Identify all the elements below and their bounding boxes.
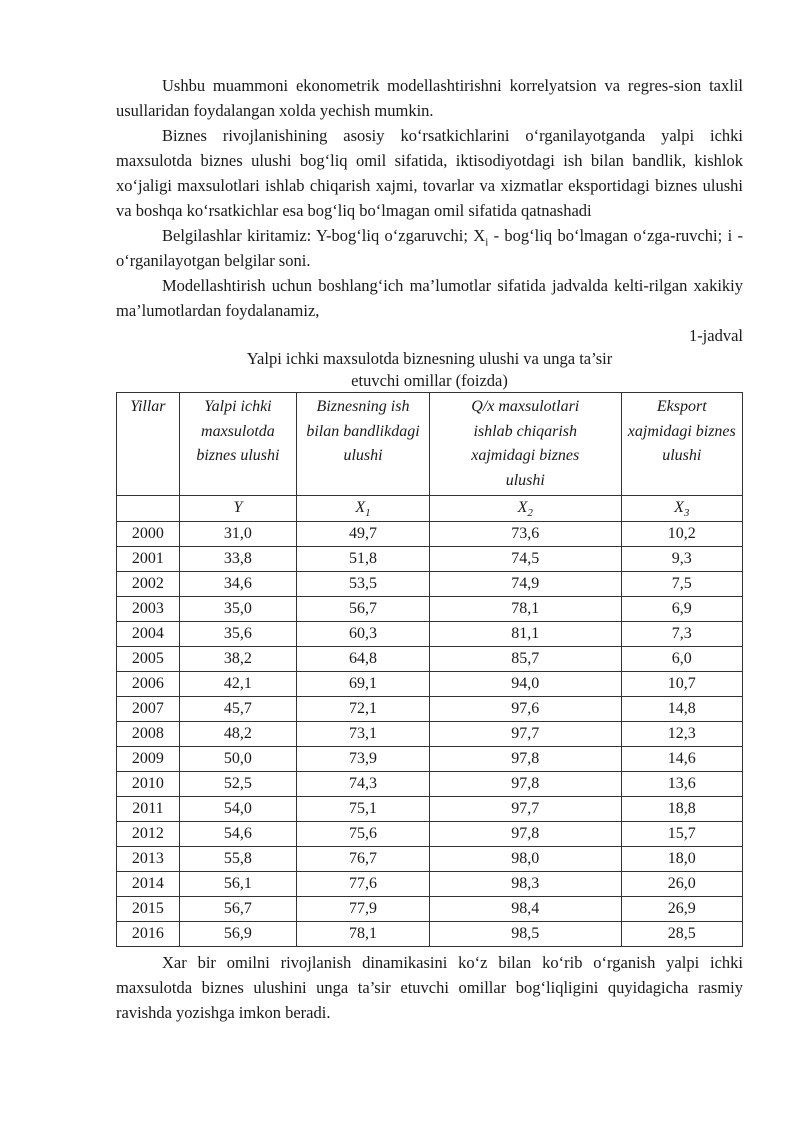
table-row — [117, 921, 743, 946]
cell-x1: 75,1 — [297, 796, 430, 821]
cell-x2: 98,0 — [429, 846, 621, 871]
cell-year: 2007 — [117, 696, 180, 721]
cell-x1: 73,1 — [297, 721, 430, 746]
cell-x2: 97,7 — [429, 721, 621, 746]
cell-y: 38,2 — [179, 646, 296, 671]
notation-subscript: i — [485, 236, 489, 249]
cell-x3: 26,0 — [621, 871, 742, 896]
cell-x2: 98,3 — [429, 871, 621, 896]
notation-suffix: - bog‘liq bo‘lmagan o‘zga-ruvchi; i - o‘rganilayotgan belgilar soni. — [116, 226, 743, 270]
cell-x1: 56,7 — [297, 596, 430, 621]
cell-x3: 7,3 — [621, 621, 742, 646]
cell-x1: 78,1 — [297, 921, 430, 946]
table-row — [117, 546, 743, 571]
table-caption-line-2: etuvchi omillar (foizda) — [351, 371, 508, 390]
cell-x3: 6,9 — [621, 596, 742, 621]
table-row — [117, 821, 743, 846]
table-row — [117, 721, 743, 746]
cell-year: 2012 — [117, 821, 180, 846]
cell-x2: 97,8 — [429, 821, 621, 846]
cell-year: 2016 — [117, 921, 180, 946]
cell-x1: 74,3 — [297, 771, 430, 796]
cell-x1: 76,7 — [297, 846, 430, 871]
cell-year: 2001 — [117, 546, 180, 571]
cell-x3: 15,7 — [621, 821, 742, 846]
cell-y: 50,0 — [179, 746, 296, 771]
cell-year: 2008 — [117, 721, 180, 746]
cell-x2: 78,1 — [429, 596, 621, 621]
table-row — [117, 646, 743, 671]
cell-year: 2013 — [117, 846, 180, 871]
cell-x1: 73,9 — [297, 746, 430, 771]
cell-y: 56,7 — [179, 896, 296, 921]
notation-prefix: Belgilashlar kiritamiz: Y-bog‘liq o‘zgaruvchi; X — [162, 226, 486, 245]
indicators-paragraph: Biznes rivojlanishining asosiy ko‘rsatkichlarini o‘rganilayotganda yalpi ichki maxsulotda biznes ulushi bog‘liq omil sifatida, iktisodiyotdagi ish bilan bandlik, kishlok xo‘jaligi maxsulotlari ishlab chiqarish xajmi, tovarlar va xizmatlar eksportidagi biznes ulushi va boshqa ko‘rsatkichlar esa bog‘liq bo‘lmagan omil sifatida qatnashadi — [116, 126, 743, 220]
cell-x3: 9,3 — [621, 546, 742, 571]
cell-x1: 77,6 — [297, 871, 430, 896]
cell-x2: 97,8 — [429, 771, 621, 796]
cell-y: 35,0 — [179, 596, 296, 621]
cell-x3: 10,2 — [621, 521, 742, 546]
cell-x1: 72,1 — [297, 696, 430, 721]
cell-year: 2005 — [117, 646, 180, 671]
symbol-x3: $X_3$ — [621, 496, 742, 522]
cell-y: 35,6 — [179, 621, 296, 646]
cell-x1: 75,6 — [297, 821, 430, 846]
notation-paragraph — [116, 223, 743, 273]
cell-year: 2015 — [117, 896, 180, 921]
cell-y: 42,1 — [179, 671, 296, 696]
cell-y: 56,1 — [179, 871, 296, 896]
cell-year: 2002 — [117, 571, 180, 596]
cell-x2: 73,6 — [429, 521, 621, 546]
cell-x1: 69,1 — [297, 671, 430, 696]
cell-year: 2004 — [117, 621, 180, 646]
cell-x3: 18,0 — [621, 846, 742, 871]
cell-x2: 97,7 — [429, 796, 621, 821]
table-body — [117, 521, 743, 946]
cell-x2: 74,5 — [429, 546, 621, 571]
table-row — [117, 521, 743, 546]
cell-x2: 81,1 — [429, 621, 621, 646]
cell-x3: 14,8 — [621, 696, 742, 721]
cell-y: 34,6 — [179, 571, 296, 596]
cell-x3: 12,3 — [621, 721, 742, 746]
table-row — [117, 796, 743, 821]
closing-paragraph: Xar bir omilni rivojlanish dinamikasini ko‘z bilan ko‘rib o‘rganish yalpi ichki maxsulotda biznes ulushini unga ta’sir etuvchi omillar bog‘liqligini quyidagicha rasmiy ravishda yozishga imkon beradi. — [116, 952, 743, 1022]
data-intro-paragraph: Modellashtirish uchun boshlang‘ich ma’lumotlar sifatida jadvalda kelti-rilgan xakikiy ma’lumotlardan foydalanamiz, — [116, 276, 743, 320]
table-row — [117, 746, 743, 771]
header-years: Yillar — [117, 393, 180, 496]
cell-x3: 28,5 — [621, 921, 742, 946]
symbol-y: Y — [179, 496, 296, 522]
cell-y: 45,7 — [179, 696, 296, 721]
cell-y: 54,0 — [179, 796, 296, 821]
table-row — [117, 596, 743, 621]
cell-x3: 6,0 — [621, 646, 742, 671]
cell-x3: 10,7 — [621, 671, 742, 696]
cell-y: 48,2 — [179, 721, 296, 746]
header-employment-share: Biznesning ish bilan bandlikdagi ulushi — [297, 393, 430, 496]
cell-x2: 98,5 — [429, 921, 621, 946]
cell-y: 56,9 — [179, 921, 296, 946]
cell-x1: 49,7 — [297, 521, 430, 546]
table-number: 1-jadval — [688, 326, 743, 345]
cell-x3: 26,9 — [621, 896, 742, 921]
cell-x1: 51,8 — [297, 546, 430, 571]
cell-y: 33,8 — [179, 546, 296, 571]
symbol-empty — [117, 496, 180, 522]
cell-x2: 94,0 — [429, 671, 621, 696]
cell-x2: 85,7 — [429, 646, 621, 671]
symbol-x1: $X_1$ — [297, 496, 430, 522]
table-row — [117, 696, 743, 721]
cell-y: 54,6 — [179, 821, 296, 846]
cell-x3: 18,8 — [621, 796, 742, 821]
table-row — [117, 571, 743, 596]
cell-year: 2006 — [117, 671, 180, 696]
cell-x1: 53,5 — [297, 571, 430, 596]
table-row — [117, 871, 743, 896]
cell-year: 2009 — [117, 746, 180, 771]
cell-x2: 98,4 — [429, 896, 621, 921]
cell-x2: 97,6 — [429, 696, 621, 721]
cell-x3: 7,5 — [621, 571, 742, 596]
table-row — [117, 671, 743, 696]
cell-year: 2010 — [117, 771, 180, 796]
header-export-share: Eksport xajmidagi biznes ulushi — [621, 393, 742, 496]
cell-year: 2011 — [117, 796, 180, 821]
document-page — [116, 73, 743, 1025]
cell-x3: 13,6 — [621, 771, 742, 796]
cell-year: 2000 — [117, 521, 180, 546]
table-row — [117, 771, 743, 796]
cell-x1: 60,3 — [297, 621, 430, 646]
cell-y: 31,0 — [179, 521, 296, 546]
data-table — [116, 392, 743, 947]
symbol-x2: $X_2$ — [429, 496, 621, 522]
table-row — [117, 846, 743, 871]
cell-year: 2014 — [117, 871, 180, 896]
cell-x1: 77,9 — [297, 896, 430, 921]
header-agri-share: Q/x maxsulotlari ishlab chiqarish xajmidagi biznes ulushi — [429, 393, 621, 496]
cell-x1: 64,8 — [297, 646, 430, 671]
table-row — [117, 896, 743, 921]
header-gdp-share: Yalpi ichki maxsulotda biznes ulushi — [179, 393, 296, 496]
cell-x2: 74,9 — [429, 571, 621, 596]
cell-y: 52,5 — [179, 771, 296, 796]
cell-x3: 14,6 — [621, 746, 742, 771]
table-caption-line-1: Yalpi ichki maxsulotda biznesning ulushi va unga ta’sir — [246, 349, 613, 368]
intro-paragraph: Ushbu muammoni ekonometrik modellashtirishni korrelyatsion va regres-sion taxlil usullaridan foydalangan xolda yechish mumkin. — [116, 76, 743, 120]
cell-y: 55,8 — [179, 846, 296, 871]
cell-x2: 97,8 — [429, 746, 621, 771]
cell-year: 2003 — [117, 596, 180, 621]
table-row — [117, 621, 743, 646]
